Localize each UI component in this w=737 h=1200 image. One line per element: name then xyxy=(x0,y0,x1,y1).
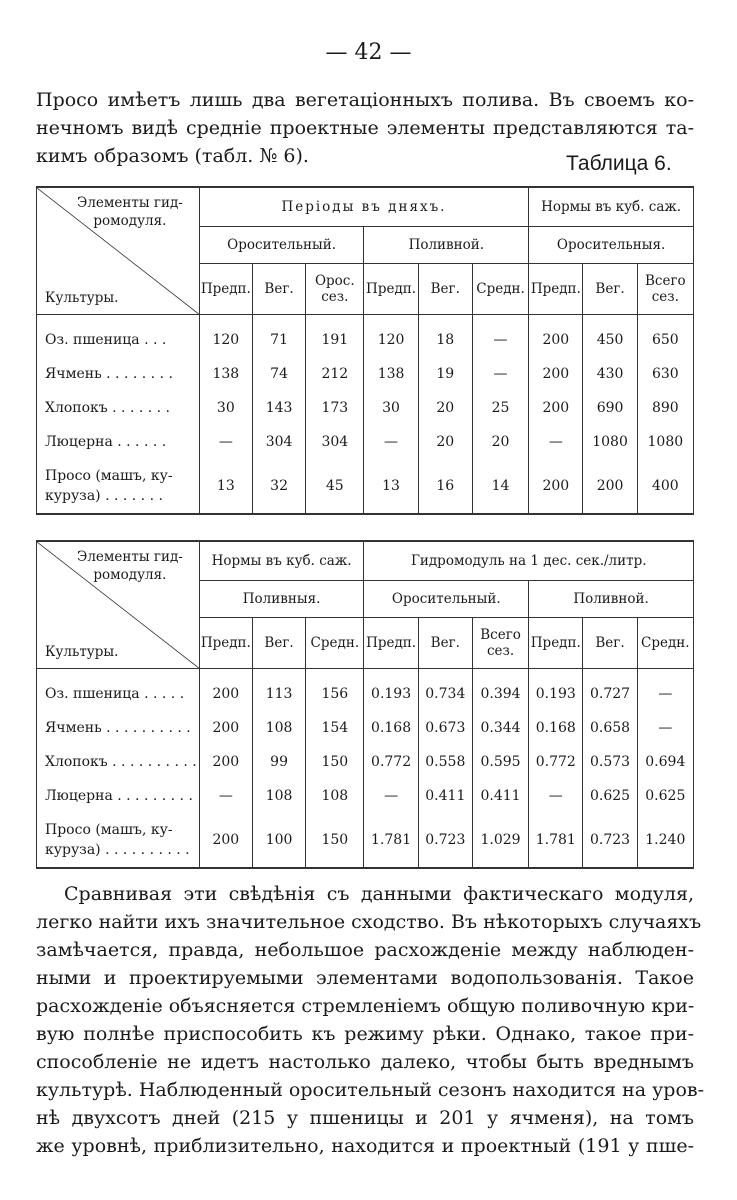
table-cell: 400 xyxy=(637,459,693,514)
table-cell: 99 xyxy=(252,745,305,779)
table-cell: — xyxy=(637,669,693,712)
column-header: Средн. xyxy=(306,618,364,669)
corner-bottom-label: Культуры. xyxy=(45,644,119,660)
table-cell: 690 xyxy=(583,391,637,425)
table-cell: 0.168 xyxy=(529,711,583,745)
table-cell: — xyxy=(529,425,583,459)
table-cell: 890 xyxy=(637,391,693,425)
table-cell: 200 xyxy=(583,459,637,514)
column-header: Вег. xyxy=(252,618,305,669)
body-line: культурѣ. Наблюденный оросительный сезонъ находится на уров- xyxy=(36,1079,704,1101)
page-number: — 42 — xyxy=(325,40,412,65)
table-cell: 304 xyxy=(306,425,364,459)
corner-header xyxy=(37,541,200,669)
column-header: Вег. xyxy=(418,618,472,669)
table-cell: 0.723 xyxy=(583,813,637,868)
column-header: Предп. xyxy=(199,618,252,669)
table-cell: 0.625 xyxy=(583,779,637,813)
table-cell: 0.734 xyxy=(418,669,472,712)
body-line: Сравнивая эти свѣдѣнія съ данными фактическаго модуля, xyxy=(64,883,694,905)
table-cell: 200 xyxy=(529,391,583,425)
intro-line: Просо имѣетъ лишь два вегетаціонныхъ полива. Въ своемъ ко- xyxy=(36,89,694,111)
table-cell: 13 xyxy=(364,459,418,514)
table-cell: 200 xyxy=(529,315,583,358)
table-cell: 16 xyxy=(418,459,472,514)
table-cell: 191 xyxy=(306,315,364,358)
intro-line: кимъ образомъ (табл. № 6). xyxy=(36,145,309,167)
table-row xyxy=(37,425,694,459)
table-cell: 173 xyxy=(306,391,364,425)
table-cell: 1.781 xyxy=(364,813,418,868)
table-cell: 32 xyxy=(252,459,305,514)
table-cell: 430 xyxy=(583,357,637,391)
table-cell: — xyxy=(364,425,418,459)
column-header: Всего сез. xyxy=(637,264,693,315)
row-label: Хлопокъ . . . . . . . xyxy=(37,391,200,425)
subgroup-header: Оросительныя. xyxy=(529,227,694,264)
table-cell: 1080 xyxy=(637,425,693,459)
table-cell: 0.411 xyxy=(472,779,528,813)
body-line: расхожденіе объясняется стремленіемъ общую поливочную кри- xyxy=(36,995,695,1017)
table-cell: 0.394 xyxy=(472,669,528,712)
body-line: легко найти ихъ значительное сходство. Въ нѣкоторыхъ случаяхъ xyxy=(36,911,702,933)
table-periods-norms xyxy=(36,186,694,515)
table-cell: 71 xyxy=(252,315,305,358)
table-cell: 0.658 xyxy=(583,711,637,745)
table-cell: 138 xyxy=(199,357,252,391)
column-header: Средн. xyxy=(472,264,528,315)
table-cell: 13 xyxy=(199,459,252,514)
table-cell: 154 xyxy=(306,711,364,745)
table-cell: 0.558 xyxy=(418,745,472,779)
table-cell: — xyxy=(199,425,252,459)
table-cell: 120 xyxy=(199,315,252,358)
table-cell: — xyxy=(199,779,252,813)
column-header: Вег. xyxy=(583,618,637,669)
row-label: Просо (машъ, ку- куруза) . . . . . . . xyxy=(37,459,200,514)
column-header: Предп. xyxy=(364,618,418,669)
table-cell: 0.625 xyxy=(637,779,693,813)
table-cell: 200 xyxy=(199,745,252,779)
table-cell: 200 xyxy=(529,357,583,391)
table-cell: 212 xyxy=(306,357,364,391)
corner-top-line: ромодуля. xyxy=(93,213,167,229)
table-cell: 200 xyxy=(199,813,252,868)
row-label: Хлопокъ . . . . . . . . . . xyxy=(37,745,200,779)
table-cell: 150 xyxy=(306,813,364,868)
table-cell: 143 xyxy=(252,391,305,425)
row-label: Люцерна . . . . . . xyxy=(37,425,200,459)
column-header: Предп. xyxy=(529,264,583,315)
body-line: ными и проектируемыми элементами водопользованія. Такое xyxy=(36,967,694,989)
column-header: Вег. xyxy=(418,264,472,315)
table-cell: 0.727 xyxy=(583,669,637,712)
table-cell: 650 xyxy=(637,315,693,358)
table-cell: 113 xyxy=(252,669,305,712)
corner-top-line: Элементы гид- xyxy=(77,195,183,211)
table-cell: 0.595 xyxy=(472,745,528,779)
table-cell: 0.411 xyxy=(418,779,472,813)
table-cell: 30 xyxy=(199,391,252,425)
body-line: способленіе не идетъ настолько далеко, чтобы быть вреднымъ xyxy=(36,1051,694,1073)
table-cell: 200 xyxy=(529,459,583,514)
group-header: Нормы въ куб. саж. xyxy=(529,187,694,227)
column-header: Предп. xyxy=(199,264,252,315)
table-cell: 0.723 xyxy=(418,813,472,868)
table-cell: 0.772 xyxy=(529,745,583,779)
closing-paragraph xyxy=(36,880,704,1160)
column-header: Всего сез. xyxy=(472,618,528,669)
row-label: Ячмень . . . . . . . . xyxy=(37,357,200,391)
table-row xyxy=(37,813,694,868)
table-cell: 138 xyxy=(364,357,418,391)
group-header: Нормы въ куб. саж. xyxy=(199,541,364,581)
table-cell: 30 xyxy=(364,391,418,425)
table-cell: 100 xyxy=(252,813,305,868)
subgroup-header: Поливной. xyxy=(529,581,694,618)
table-cell: 19 xyxy=(418,357,472,391)
table-cell: 0.168 xyxy=(364,711,418,745)
column-header: Средн. xyxy=(637,618,693,669)
table-cell: 1080 xyxy=(583,425,637,459)
table-cell: 0.772 xyxy=(364,745,418,779)
column-header: Вег. xyxy=(583,264,637,315)
column-header: Предп. xyxy=(529,618,583,669)
body-line: нѣ двухсотъ дней (215 у пшеницы и 201 у ячменя), на томъ xyxy=(36,1107,694,1129)
subgroup-header: Оросительный. xyxy=(199,227,364,264)
table-cell: 0.344 xyxy=(472,711,528,745)
table-cell: 108 xyxy=(252,779,305,813)
corner-header xyxy=(37,187,200,315)
subgroup-header: Поливныя. xyxy=(199,581,364,618)
group-header: Періоды въ дняхъ. xyxy=(199,187,528,227)
table-row xyxy=(37,391,694,425)
table-caption: Таблица 6. xyxy=(566,152,672,175)
column-header: Предп. xyxy=(364,264,418,315)
table-cell: 156 xyxy=(306,669,364,712)
table-cell: 0.573 xyxy=(583,745,637,779)
table-row xyxy=(37,711,694,745)
column-header: Вег. xyxy=(252,264,305,315)
table-cell: 120 xyxy=(364,315,418,358)
table-row xyxy=(37,315,694,358)
body-line: замѣчается, правда, небольшое расхожденіе между наблюден- xyxy=(36,939,694,961)
table-cell: 20 xyxy=(418,425,472,459)
body-line: вую полнѣе приспособить къ режиму рѣки. Однако, такое при- xyxy=(36,1023,694,1045)
table-norms-hydromodule xyxy=(36,540,694,869)
row-label: Оз. пшеница . . . . . xyxy=(37,669,200,712)
table-cell: 20 xyxy=(418,391,472,425)
row-label: Оз. пшеница . . . xyxy=(37,315,200,358)
table-cell: — xyxy=(472,315,528,358)
table-row xyxy=(37,459,694,514)
table-cell: 304 xyxy=(252,425,305,459)
table-cell: 150 xyxy=(306,745,364,779)
table-cell: 45 xyxy=(306,459,364,514)
table-cell: 25 xyxy=(472,391,528,425)
table-cell: 108 xyxy=(252,711,305,745)
table-cell: 200 xyxy=(199,669,252,712)
table-cell: 14 xyxy=(472,459,528,514)
table-cell: 0.193 xyxy=(364,669,418,712)
table-cell: 20 xyxy=(472,425,528,459)
column-header: Орос. сез. xyxy=(306,264,364,315)
table-cell: 0.694 xyxy=(637,745,693,779)
table-cell: — xyxy=(637,711,693,745)
table-cell: 200 xyxy=(199,711,252,745)
corner-top-line: Элементы гид- xyxy=(77,549,183,565)
table-cell: 1.240 xyxy=(637,813,693,868)
subgroup-header: Оросительный. xyxy=(364,581,529,618)
corner-top-line: ромодуля. xyxy=(93,567,167,583)
table-row xyxy=(37,357,694,391)
table-cell: 450 xyxy=(583,315,637,358)
corner-bottom-label: Культуры. xyxy=(45,290,119,306)
table-cell: 1.029 xyxy=(472,813,528,868)
row-label: Ячмень . . . . . . . . . . xyxy=(37,711,200,745)
group-header: Гидромодуль на 1 дес. сек./литр. xyxy=(364,541,694,581)
table-cell: — xyxy=(529,779,583,813)
row-label: Просо (машъ, ку- куруза) . . . . . . . . . . xyxy=(37,813,200,868)
table-row xyxy=(37,669,694,712)
table-cell: 1.781 xyxy=(529,813,583,868)
body-line: же уровнѣ, приблизительно, находится и проектный (191 у пше- xyxy=(36,1135,694,1157)
table-cell: — xyxy=(472,357,528,391)
table-cell: 74 xyxy=(252,357,305,391)
table-cell: — xyxy=(364,779,418,813)
table-row xyxy=(37,779,694,813)
table-cell: 630 xyxy=(637,357,693,391)
table-row xyxy=(37,745,694,779)
table-cell: 0.193 xyxy=(529,669,583,712)
intro-line: нечномъ видѣ средніе проектные элементы представляются та- xyxy=(36,117,694,139)
row-label: Люцерна . . . . . . . . . xyxy=(37,779,200,813)
table-cell: 108 xyxy=(306,779,364,813)
subgroup-header: Поливной. xyxy=(364,227,529,264)
table-cell: 0.673 xyxy=(418,711,472,745)
table-cell: 18 xyxy=(418,315,472,358)
